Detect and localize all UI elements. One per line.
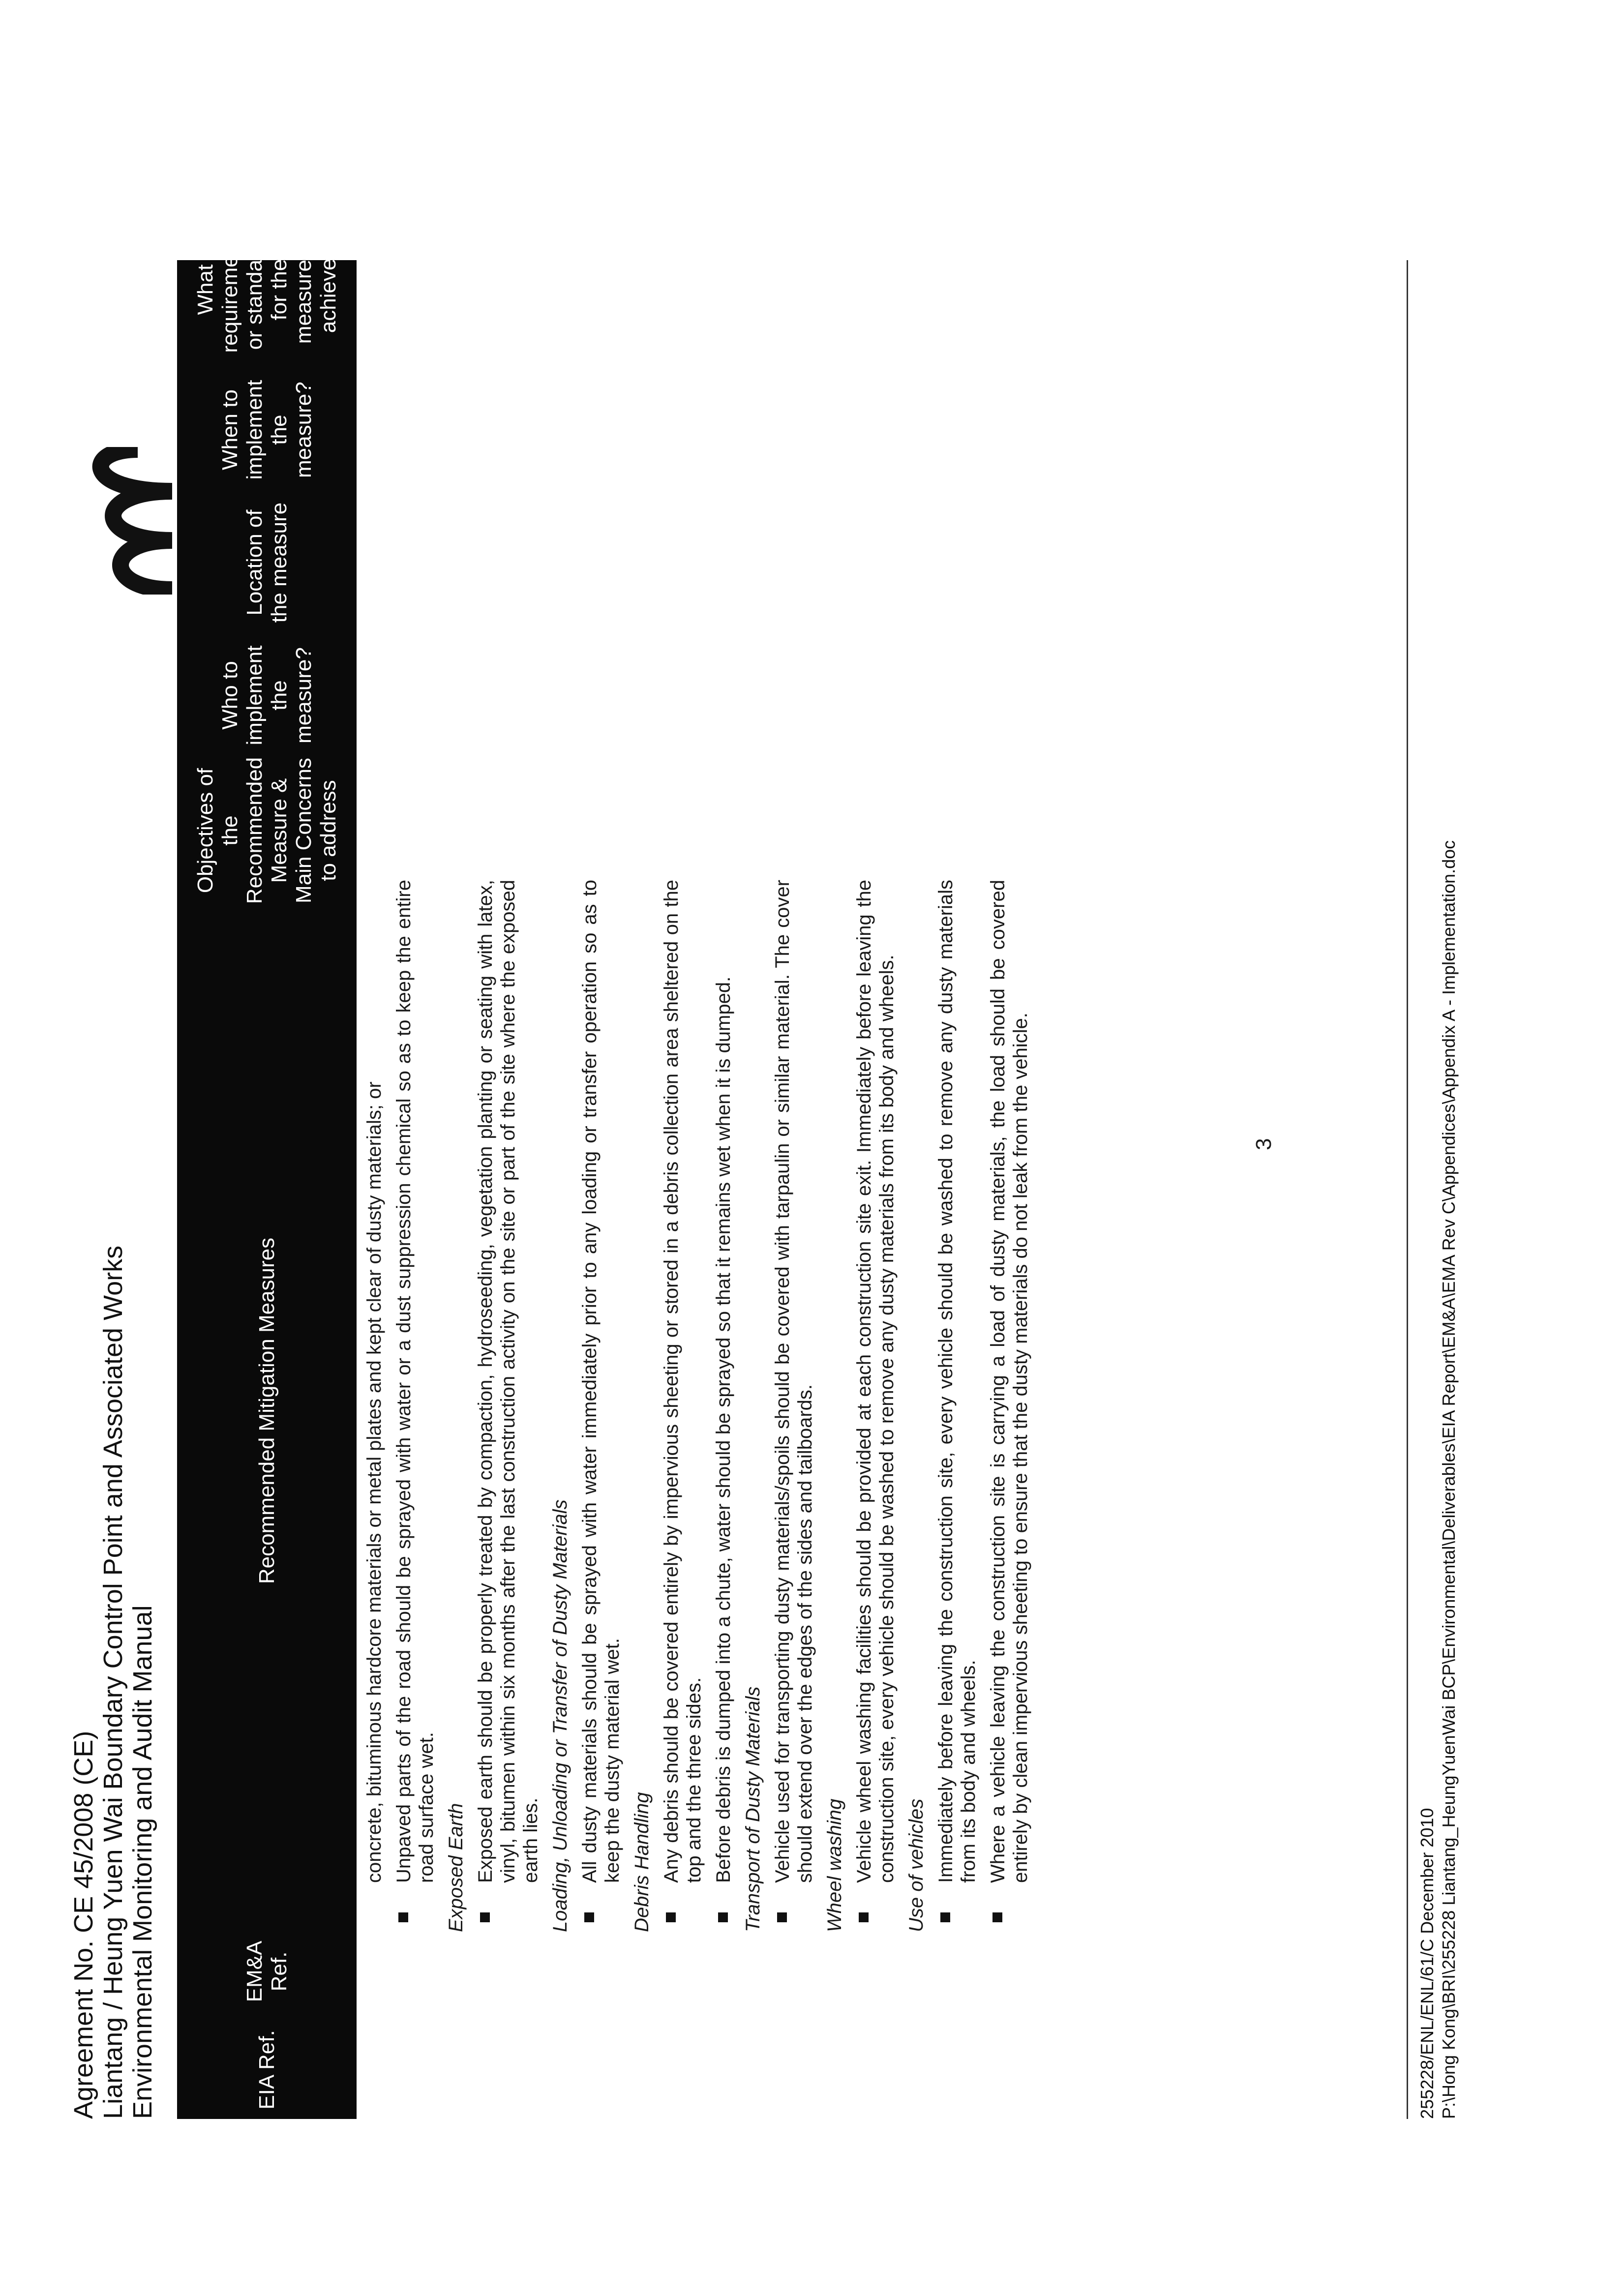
col-requirements: What requirements or standards for the measure to achieve? bbox=[193, 226, 340, 353]
list-item bbox=[660, 880, 705, 1932]
bullet-icon bbox=[859, 1912, 869, 1922]
bullet-icon bbox=[398, 1912, 408, 1922]
bullet-icon bbox=[940, 1912, 950, 1922]
agreement-number: Agreement No. CE 45/2008 (CE) bbox=[69, 1730, 98, 2119]
list-item bbox=[392, 880, 438, 1932]
list-item-text: Vehicle used for transporting dusty materials/spoils should be covered with tarpaulin or similar material. The cover should extend over the edges of the sides and tailboards. bbox=[772, 880, 816, 1883]
list-item-text: Unpaved parts of the road should be sprayed with water or a dust suppression chemical so as to keep the entire road surface wet. bbox=[393, 880, 437, 1883]
list-item bbox=[578, 880, 624, 1932]
subheading: Transport of Dusty Materials bbox=[742, 1686, 764, 1932]
col-objectives: Objectives of the Recommended Measure & Main Concerns to address bbox=[193, 757, 340, 904]
footer-divider bbox=[1407, 260, 1408, 2119]
list-item bbox=[771, 880, 816, 1932]
bullet-icon bbox=[480, 1912, 490, 1922]
list-item-text: Immediately before leaving the construction site, every vehicle should be washed to remove any dusty materials from its body and wheels. bbox=[935, 880, 979, 1883]
mott-macdonald-logo-icon bbox=[74, 447, 192, 595]
bullet-icon bbox=[666, 1912, 676, 1922]
document-header bbox=[69, 1246, 157, 2119]
page-number: 3 bbox=[1252, 1138, 1276, 1150]
list-item bbox=[853, 880, 898, 1932]
bullet-icon bbox=[992, 1912, 1002, 1922]
bullet-icon bbox=[718, 1912, 728, 1922]
col-eia-ref: EIA Ref. bbox=[254, 2030, 279, 2110]
continued-text: concrete, bituminous hardcore materials or metal plates and kept clear of dusty materials; or bbox=[363, 1081, 385, 1883]
measures-cell bbox=[363, 880, 1039, 1932]
list-item-text: Where a vehicle leaving the construction site is carrying a load of dusty materials, the load should be covered entirely by clean impervious sheeting to ensure that the dusty materials do not leak from the vehicle. bbox=[987, 880, 1031, 1883]
document-reference: 255228/ENL/ENL/61/C December 2010 bbox=[1417, 1808, 1437, 2119]
col-who: Who to implement the measure? bbox=[217, 645, 316, 745]
list-item bbox=[474, 880, 542, 1932]
table-header bbox=[177, 226, 357, 2119]
project-title: Liantang / Heung Yuen Wai Boundary Control Point and Associated Works bbox=[98, 1245, 128, 2119]
list-item-text: Exposed earth should be properly treated by compaction, hydroseeding, vegetation planting or seating with latex, vinyl, bitumen within six months after the last construction activity on the site or part of the site where the exposed earth lies. bbox=[475, 880, 541, 1883]
list-item-text: All dusty materials should be sprayed with water immediately prior to any loading or transfer operation so as to keep the dusty material wet. bbox=[579, 880, 623, 1883]
file-path: P:\Hong Kong\BRI\255228 Liantang_HeungYuenWai BCP\Environmental\Deliverables\EIA Report\EM&A\EMA Rev C\Appendices\Appendix A - Implementation.doc bbox=[1439, 840, 1459, 2119]
list-item bbox=[712, 880, 735, 1932]
bullet-icon bbox=[777, 1912, 787, 1922]
col-emna-ref: EM&A Ref. bbox=[242, 1940, 291, 2002]
manual-title: Environmental Monitoring and Audit Manual bbox=[128, 1605, 157, 2119]
list-item-text: Before debris is dumped into a chute, water should be sprayed so that it remains wet when it is dumped. bbox=[713, 976, 734, 1883]
list-item-text: Vehicle wheel washing facilities should be provided at each construction site exit. Immediately before leaving the construction site, every vehicle should be washed to remove any dusty materials from its body and wheels. bbox=[853, 880, 898, 1883]
bullet-icon bbox=[584, 1912, 594, 1922]
list-item-text: Any debris should be covered entirely by impervious sheeting or stored in a debris collection area sheltered on the top and the three sides. bbox=[661, 880, 705, 1883]
subheading: Wheel washing bbox=[824, 1798, 845, 1932]
subheading: Use of vehicles bbox=[905, 1798, 927, 1932]
document-footer bbox=[1416, 840, 1460, 2119]
col-measures: Recommended Mitigation Measures bbox=[254, 1237, 279, 1584]
list-item bbox=[934, 880, 980, 1932]
list-item bbox=[987, 880, 1032, 1932]
subheading: Debris Handling bbox=[631, 1792, 653, 1932]
subheading: Loading, Unloading or Transfer of Dusty Materials bbox=[549, 1499, 571, 1932]
col-when: When to implement the measure? bbox=[217, 380, 316, 480]
col-location: Location of the measure bbox=[242, 502, 291, 623]
subheading: Exposed Earth bbox=[445, 1803, 467, 1932]
